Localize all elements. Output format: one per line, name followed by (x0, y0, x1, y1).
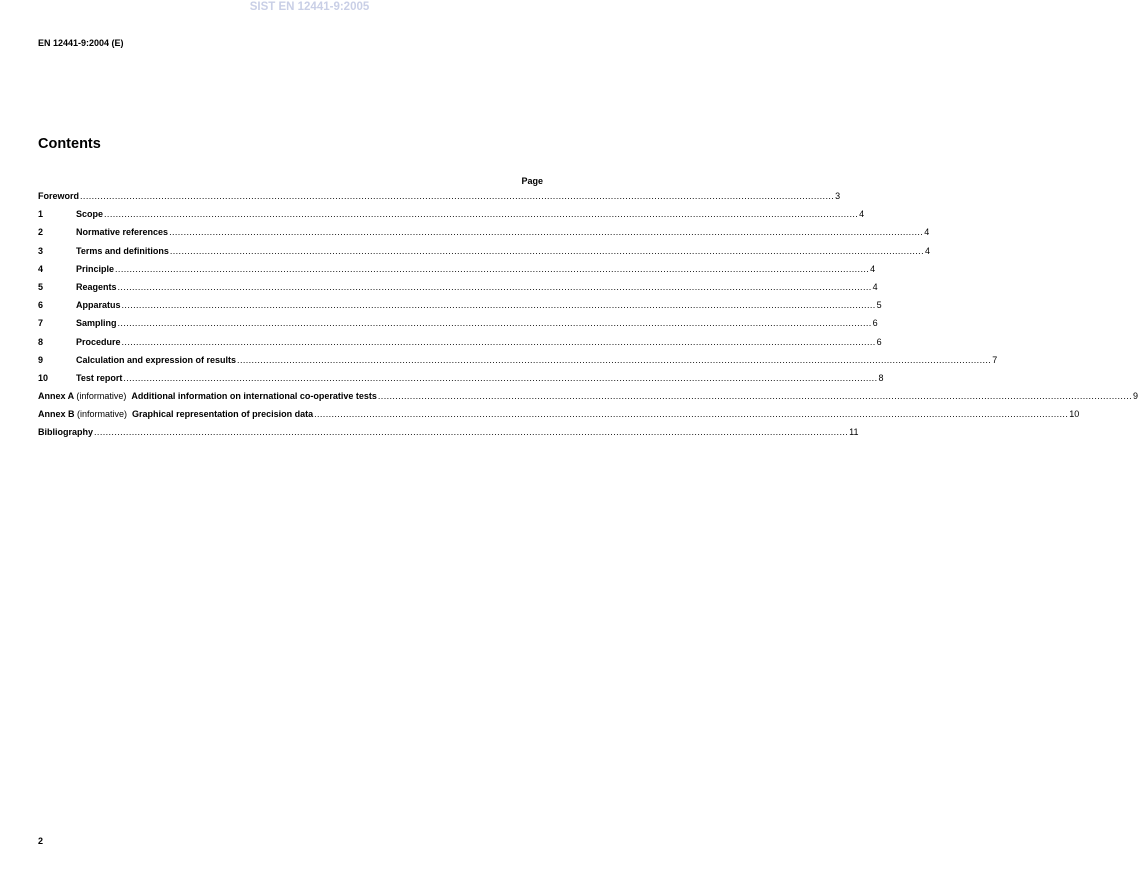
toc-entry[interactable] (38, 354, 998, 373)
toc-dot-leader: .................................................................................................................................................................................................................................................................... (117, 281, 872, 292)
toc-entry[interactable] (38, 318, 878, 336)
toc-dot-leader: .................................................................................................................................................................................................................................................................... (121, 300, 876, 311)
toc-entry-title: Terms and definitions (76, 245, 169, 256)
toc-dot-leader: .................................................................................................................................................................................................................................................................... (377, 391, 1133, 402)
table-of-contents (38, 191, 1138, 446)
toc-entry-page: 9 (1133, 391, 1138, 402)
toc-entry-title: Graphical representation of precision data (132, 409, 314, 420)
toc-entry-title-group (76, 355, 236, 365)
toc-entry[interactable] (38, 427, 859, 445)
toc-entry-page: 8 (878, 372, 884, 383)
watermark: SIST EN 12441-9:2005 (249, 1, 370, 13)
toc-entry-title-group (38, 191, 79, 201)
toc-entry-page: 5 (876, 300, 882, 311)
toc-dot-leader: .................................................................................................................................................................................................................................................................... (104, 209, 859, 220)
toc-entry-page: 4 (872, 281, 878, 292)
toc-dot-leader: .................................................................................................................................................................................................................................................................... (80, 191, 835, 201)
contents-heading: Contents (38, 136, 101, 152)
toc-entry-title-group (76, 209, 103, 219)
toc-entry-page: 6 (876, 336, 882, 347)
toc-entry-number: 5 (38, 281, 44, 292)
toc-entry-title: Additional information on international co-operative tests (131, 391, 377, 402)
toc-entry-title: Normative references (76, 227, 169, 238)
toc-entry-number: 2 (38, 227, 44, 238)
toc-dot-leader: .................................................................................................................................................................................................................................................................... (169, 227, 924, 238)
toc-dot-leader: .................................................................................................................................................................................................................................................................... (123, 372, 878, 383)
toc-entry-title-group (76, 318, 117, 328)
toc-entry-title: Sampling (76, 318, 117, 329)
toc-entry-title: Scope (76, 209, 104, 220)
toc-entry-title: Test report (76, 372, 123, 383)
toc-entry-title: Reagents (76, 281, 117, 292)
toc-entry-number: 8 (38, 336, 44, 347)
toc-entry-title-group (76, 337, 121, 347)
toc-entry-title-group (76, 300, 121, 310)
toc-entry-title: Principle (76, 263, 115, 274)
toc-entry[interactable] (38, 263, 876, 282)
toc-entry[interactable] (38, 191, 841, 209)
toc-entry-page: 6 (872, 318, 878, 329)
toc-dot-leader: .................................................................................................................................................................................................................................................................... (115, 263, 870, 274)
toc-entry[interactable] (38, 209, 865, 227)
toc-entry-page: 4 (859, 209, 865, 220)
toc-entry-title-group (38, 409, 313, 419)
toc-entry-page: 4 (924, 245, 930, 256)
toc-dot-leader: .................................................................................................................................................................................................................................................................... (117, 318, 872, 329)
toc-entry-title-group (76, 227, 168, 237)
toc-annex-label: Annex B (38, 409, 75, 420)
toc-entry-page: 10 (1069, 409, 1080, 420)
toc-entry-title: Apparatus (76, 300, 121, 311)
toc-entry-number: 9 (38, 354, 44, 365)
toc-entry-number: 3 (38, 245, 44, 256)
toc-entry-title: Bibliography (38, 427, 94, 438)
toc-entry[interactable] (38, 245, 930, 264)
toc-dot-leader: .................................................................................................................................................................................................................................................................... (169, 245, 924, 256)
toc-entry[interactable] (38, 281, 878, 300)
toc-entry-title-group (38, 427, 93, 437)
footer-page-number: 2 (38, 836, 44, 846)
toc-annex-qualifier: (informative) (76, 391, 127, 402)
toc-entry-number: 10 (38, 372, 49, 383)
toc-entry-title: Foreword (38, 191, 80, 201)
toc-entry-page: 4 (870, 263, 876, 274)
toc-entry-page: 4 (924, 227, 930, 238)
document-id: EN 12441-9:2004 (E) (38, 38, 124, 48)
toc-entry[interactable] (38, 409, 1080, 427)
toc-annex-qualifier: (informative) (77, 409, 128, 420)
toc-entry-number: 4 (38, 263, 44, 274)
toc-entry[interactable] (38, 336, 882, 355)
toc-entry-title-group (76, 282, 117, 292)
toc-entry-number: 1 (38, 209, 44, 220)
toc-entry-title-group (76, 373, 122, 383)
toc-entry[interactable] (38, 372, 884, 391)
toc-entry-number: 7 (38, 318, 44, 329)
toc-dot-leader: .................................................................................................................................................................................................................................................................... (314, 409, 1069, 420)
toc-entry-title-group (76, 264, 114, 274)
toc-entry[interactable] (38, 391, 1138, 409)
toc-entry-page: 7 (992, 354, 998, 365)
toc-entry-title: Procedure (76, 336, 121, 347)
toc-entry-page: 11 (849, 427, 859, 438)
toc-entry-number: 6 (38, 300, 44, 311)
toc-entry-title: Calculation and expression of results (76, 354, 237, 365)
toc-entry[interactable] (38, 227, 930, 245)
toc-entry-title-group (38, 391, 377, 401)
toc-entry-page: 3 (835, 191, 841, 201)
toc-annex-label: Annex A (38, 391, 74, 402)
page-column-label: Page (521, 176, 543, 186)
toc-dot-leader: .................................................................................................................................................................................................................................................................... (237, 354, 992, 365)
toc-entry-title-group (76, 246, 169, 256)
toc-dot-leader: .................................................................................................................................................................................................................................................................... (94, 427, 849, 438)
toc-entry[interactable] (38, 300, 882, 318)
toc-dot-leader: .................................................................................................................................................................................................................................................................... (121, 336, 876, 347)
